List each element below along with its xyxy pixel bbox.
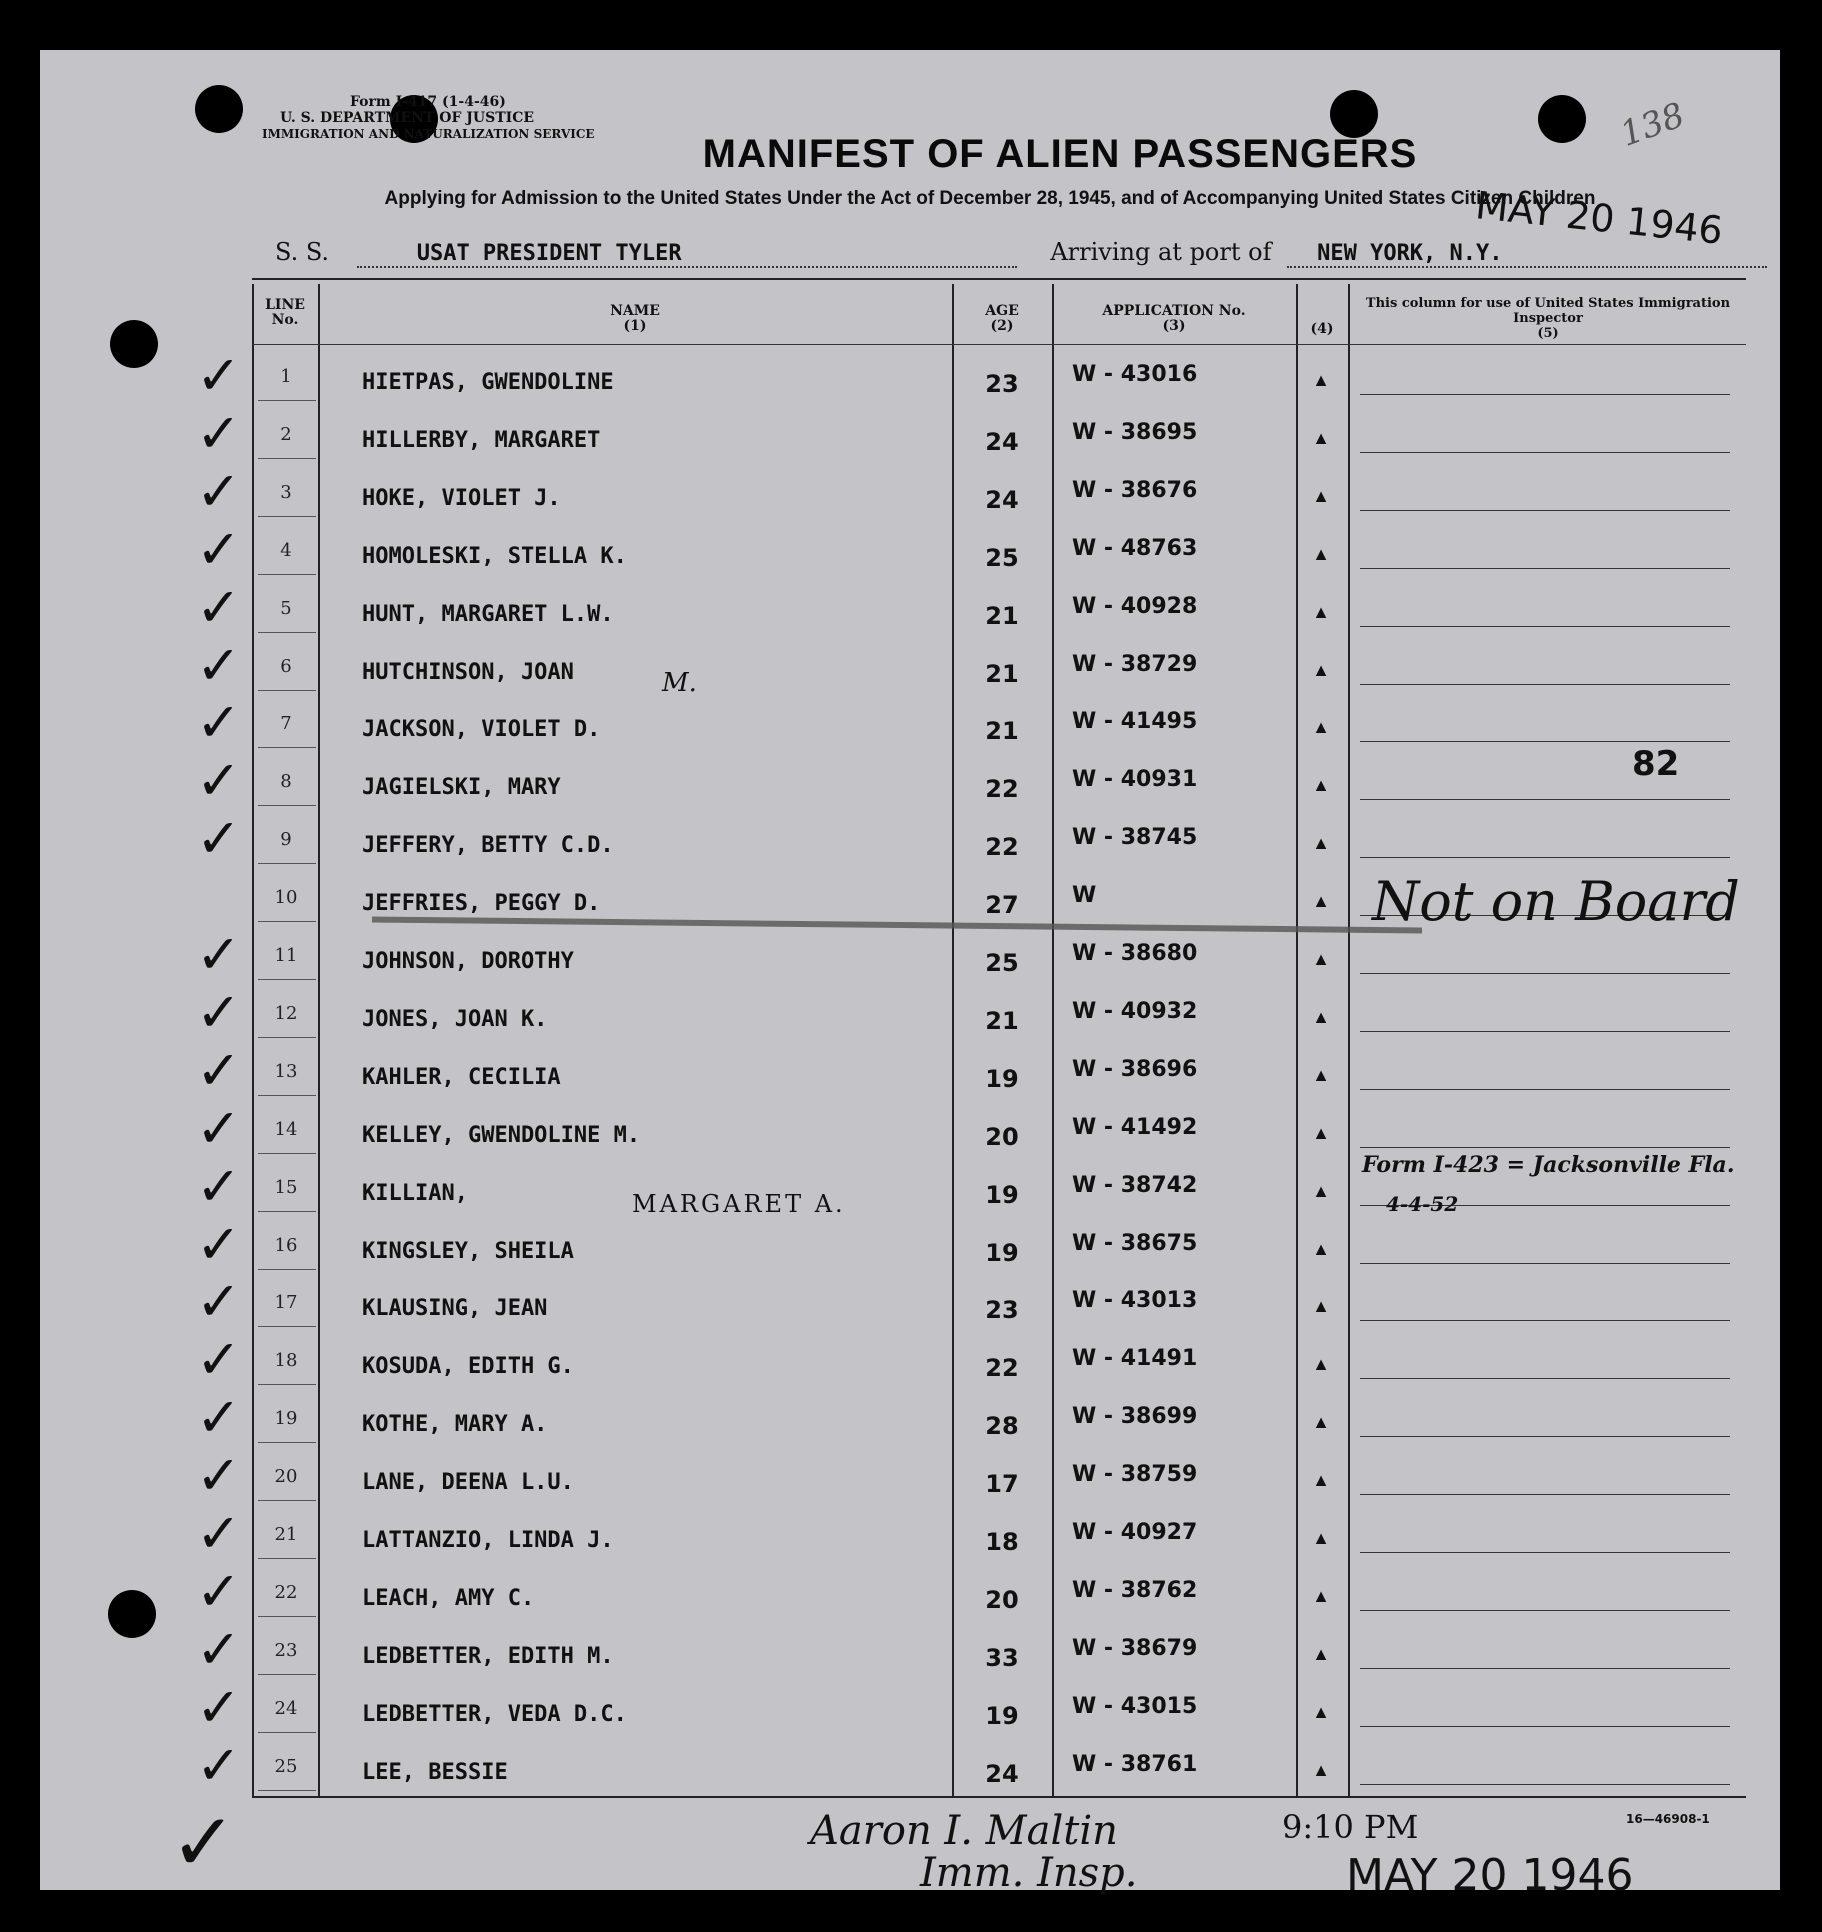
status-mark: ▲	[1312, 1238, 1330, 1259]
line-number: 23	[274, 1639, 298, 1661]
col-name-header: NAME (1)	[610, 303, 660, 334]
status-mark: ▲	[1312, 891, 1330, 912]
check-mark: ✓	[196, 1502, 242, 1565]
page-title: MANIFEST OF ALIEN PASSENGERS	[702, 132, 1418, 176]
line-number: 3	[280, 481, 292, 503]
table-row	[252, 412, 1746, 470]
inspector-line	[1360, 394, 1730, 395]
status-mark: ▲	[1312, 485, 1330, 506]
application-number: W - 43015	[1072, 1693, 1198, 1719]
application-number: W - 38675	[1072, 1230, 1198, 1256]
inspector-line	[1360, 1668, 1730, 1669]
passenger-age: 33	[985, 1643, 1019, 1672]
passenger-age: 17	[985, 1470, 1019, 1499]
application-number: W - 38676	[1072, 477, 1198, 503]
passenger-age: 25	[985, 543, 1019, 572]
check-mark: ✓	[196, 923, 242, 986]
port-name: NEW YORK, N.Y.	[1317, 241, 1503, 266]
application-number: W - 48763	[1072, 535, 1198, 561]
check-mark: ✓	[196, 1270, 242, 1334]
line-number: 1	[280, 366, 292, 387]
passenger-age: 19	[985, 1180, 1019, 1209]
passenger-age: 22	[985, 1354, 1019, 1383]
status-mark: ▲	[1312, 717, 1330, 738]
check-mark: ✓	[196, 1444, 242, 1508]
line-number: 9	[280, 829, 292, 851]
inspector-line	[1360, 1147, 1730, 1148]
inspector-line	[1360, 1031, 1730, 1032]
manifest-table	[252, 284, 1746, 1798]
line-number: 25	[274, 1755, 298, 1777]
line-number: 5	[280, 597, 292, 619]
table-row	[252, 1454, 1746, 1512]
check-mark: ✓	[196, 401, 242, 465]
ship-name: USAT PRESIDENT TYLER	[416, 241, 682, 266]
inspector-line	[1360, 1494, 1730, 1495]
line-number: 17	[274, 1292, 298, 1314]
inspector-line	[1360, 1436, 1730, 1437]
application-number: W - 38761	[1072, 1751, 1198, 1777]
application-number: W - 38762	[1072, 1577, 1198, 1603]
passenger-age: 20	[985, 1122, 1019, 1151]
passenger-name: JEFFERY, BETTY C.D.	[362, 833, 614, 859]
status-mark: ▲	[1312, 775, 1330, 796]
passenger-name: HILLERBY, MARGARET	[362, 427, 601, 453]
status-mark: ▲	[1312, 1643, 1330, 1664]
page-subtitle: Applying for Admission to the United States Under the Act of December 28, 1945, and of Accompanying United States Citizen Children	[384, 188, 1596, 209]
line-number: 22	[274, 1581, 298, 1603]
passenger-name: KELLEY, GWENDOLINE M.	[362, 1122, 641, 1148]
col-4-header: (4)	[1310, 321, 1334, 337]
passenger-age: 19	[985, 1064, 1019, 1093]
application-number: W - 38680	[1072, 941, 1198, 966]
punch-hole	[1330, 90, 1378, 138]
passenger-age: 24	[985, 427, 1019, 456]
bottom-date-stamp: MAY 20 1946	[1346, 1850, 1634, 1901]
passenger-name: KINGSLEY, SHEILA	[362, 1238, 574, 1264]
passenger-age: 18	[985, 1528, 1019, 1556]
inspector-line	[1360, 626, 1730, 627]
check-mark: ✓	[196, 1617, 242, 1681]
passenger-age: 27	[985, 891, 1019, 920]
passenger-name: JAGIELSKI, MARY	[362, 775, 561, 801]
status-mark: ▲	[1312, 1064, 1330, 1085]
application-number: W - 41495	[1072, 709, 1198, 735]
passenger-age: 19	[985, 1701, 1019, 1730]
passenger-age: 23	[985, 1296, 1019, 1325]
check-mark: ✓	[196, 1675, 242, 1739]
passenger-age: 28	[985, 1412, 1019, 1441]
check-mark: ✓	[196, 691, 242, 755]
status-mark: ▲	[1312, 1006, 1330, 1027]
col-app-header: APPLICATION No. (3)	[1102, 303, 1246, 334]
check-mark: ✓	[196, 1328, 242, 1392]
passenger-name: HIETPAS, GWENDOLINE	[362, 370, 614, 395]
status-mark: ▲	[1312, 1470, 1330, 1491]
line-number: 19	[274, 1408, 298, 1430]
line-number: 11	[274, 945, 298, 966]
status-mark: ▲	[1312, 1701, 1330, 1722]
status-mark: ▲	[1312, 1528, 1330, 1548]
application-number: W - 43013	[1072, 1288, 1198, 1314]
application-number: W - 41491	[1072, 1346, 1198, 1372]
passenger-name: KLAUSING, JEAN	[362, 1296, 548, 1322]
check-mark: ✓	[196, 1038, 242, 1102]
line-number: 8	[280, 771, 292, 793]
check-mark: ✓	[196, 344, 242, 407]
passenger-name: LEACH, AMY C.	[362, 1585, 535, 1611]
passenger-name: HOKE, VIOLET J.	[362, 485, 561, 511]
table-row	[252, 1570, 1746, 1628]
passenger-name: LANE, DEENA L.U.	[362, 1470, 574, 1496]
check-mark: ✓	[196, 1386, 242, 1450]
status-mark: ▲	[1312, 1585, 1330, 1606]
status-mark: ▲	[1312, 1412, 1330, 1433]
inspector-line	[1360, 857, 1730, 858]
department-name: U. S. DEPARTMENT OF JUSTICE	[280, 110, 535, 126]
inspector-line	[1360, 684, 1730, 685]
line-number: 24	[274, 1697, 298, 1719]
check-mark: ✓	[196, 1559, 242, 1623]
status-mark: ▲	[1312, 1354, 1330, 1375]
handwritten-initial: M.	[662, 668, 697, 698]
line-number: 15	[274, 1176, 298, 1198]
passenger-name: JACKSON, VIOLET D.	[362, 717, 601, 743]
table-row	[252, 470, 1746, 528]
passenger-age: 21	[985, 659, 1019, 688]
status-mark: ▲	[1312, 1759, 1330, 1780]
application-number: W - 40931	[1072, 767, 1198, 793]
table-row	[252, 644, 1746, 702]
application-number: W - 40932	[1072, 998, 1198, 1024]
table-row	[252, 933, 1746, 991]
check-mark: ✓	[196, 1154, 242, 1218]
passenger-name: KOSUDA, EDITH G.	[362, 1354, 574, 1380]
inspector-line	[1360, 1089, 1730, 1090]
check-mark: ✓	[170, 1796, 238, 1889]
table-row	[252, 817, 1746, 875]
line-number: 4	[280, 539, 292, 561]
ss-label: S. S.	[275, 238, 330, 266]
table-row	[252, 759, 1746, 817]
line-number: 2	[280, 423, 292, 445]
inspector-line	[1360, 1263, 1730, 1264]
line-number: 20	[274, 1466, 298, 1488]
passenger-age: 24	[985, 1759, 1019, 1788]
passenger-name: LEDBETTER, VEDA D.C.	[362, 1701, 627, 1727]
line-number: 7	[280, 713, 292, 735]
port-label: Arriving at port of	[1050, 238, 1272, 266]
line-number: 10	[274, 887, 298, 909]
status-mark: ▲	[1312, 1180, 1330, 1201]
application-number: W - 38729	[1072, 651, 1198, 677]
application-number: W - 43016	[1072, 362, 1198, 387]
line-number: 18	[274, 1350, 298, 1372]
application-number: W - 38759	[1072, 1462, 1198, 1488]
inspector-line	[1360, 1610, 1730, 1611]
inspector-line	[1360, 452, 1730, 453]
passenger-name: JEFFRIES, PEGGY D.	[362, 891, 601, 917]
table-row	[252, 354, 1746, 412]
check-mark: ✓	[196, 749, 242, 813]
table-row	[252, 1512, 1746, 1570]
passenger-name: LEE, BESSIE	[362, 1759, 508, 1785]
application-number: W - 40928	[1072, 593, 1198, 619]
service-name: IMMIGRATION AND NATURALIZATION SERVICE	[262, 127, 595, 141]
header-rule	[252, 278, 1746, 280]
check-mark: ✓	[196, 1733, 242, 1797]
not-on-board-note: Not on Board	[1372, 870, 1740, 933]
table-row	[252, 1049, 1746, 1107]
application-number: W - 40927	[1072, 1520, 1198, 1545]
table-row	[252, 528, 1746, 586]
status-mark: ▲	[1312, 370, 1330, 390]
line-number: 16	[274, 1234, 298, 1256]
table-row	[252, 586, 1746, 644]
row14-note: Form I-423 = Jacksonville Fla.	[1362, 1152, 1735, 1178]
passenger-age: 21	[985, 1006, 1019, 1035]
inspector-line	[1360, 1552, 1730, 1553]
passenger-age: 22	[985, 775, 1019, 804]
application-number: W - 38679	[1072, 1635, 1198, 1661]
status-mark: ▲	[1312, 427, 1330, 448]
inspector-line	[1360, 741, 1730, 742]
ship-line	[275, 238, 1767, 268]
inspector-line	[1360, 568, 1730, 569]
application-number: W - 38696	[1072, 1056, 1198, 1082]
passenger-name: KILLIAN,	[362, 1180, 468, 1206]
table-row	[252, 1223, 1746, 1281]
passenger-age: 20	[985, 1585, 1019, 1614]
status-mark: ▲	[1312, 833, 1330, 854]
status-mark: ▲	[1312, 543, 1330, 564]
passenger-name: JOHNSON, DOROTHY	[362, 949, 574, 974]
corner-mark: 138	[1615, 95, 1690, 155]
date-stamp: MAY 20 1946	[1473, 183, 1725, 253]
status-mark: ▲	[1312, 601, 1330, 622]
row15-note: 4-4-52	[1386, 1192, 1459, 1216]
inspector-line	[1360, 1378, 1730, 1379]
inspector-line	[1360, 510, 1730, 511]
application-number: W	[1072, 883, 1097, 909]
status-mark: ▲	[1312, 1296, 1330, 1317]
page-count: 82	[1632, 744, 1680, 784]
form-code: 16—46908-1	[1626, 1812, 1710, 1826]
inspector-signature: Aaron I. Maltin	[810, 1808, 1118, 1854]
application-number: W - 38745	[1072, 825, 1198, 851]
table-row	[252, 1628, 1746, 1686]
passenger-age: 19	[985, 1238, 1019, 1267]
passenger-name: KAHLER, CECILIA	[362, 1064, 561, 1090]
passenger-age: 21	[985, 601, 1019, 630]
passenger-name: LATTANZIO, LINDA J.	[362, 1528, 614, 1553]
handwritten-given-name: MARGARET A.	[632, 1190, 846, 1218]
passenger-age: 22	[985, 833, 1019, 862]
line-number: 14	[274, 1118, 298, 1140]
inspector-line	[1360, 1784, 1730, 1785]
inspector-line	[1360, 1726, 1730, 1727]
col-line-header: LINE No.	[265, 297, 305, 328]
punch-hole	[110, 320, 158, 368]
check-mark: ✓	[196, 633, 242, 697]
table-row	[252, 1338, 1746, 1396]
passenger-name: LEDBETTER, EDITH M.	[362, 1643, 614, 1669]
check-mark: ✓	[196, 575, 242, 639]
check-mark: ✓	[196, 459, 242, 523]
check-mark: ✓	[196, 1096, 242, 1160]
status-mark: ▲	[1312, 659, 1330, 680]
line-number: 13	[274, 1060, 298, 1082]
passenger-age: 24	[985, 485, 1019, 514]
line-number: 6	[280, 655, 292, 677]
status-mark: ▲	[1312, 949, 1330, 969]
passenger-name: HOMOLESKI, STELLA K.	[362, 543, 627, 569]
line-number: 12	[274, 1002, 298, 1024]
passenger-name: JONES, JOAN K.	[362, 1006, 548, 1032]
passenger-name: KOTHE, MARY A.	[362, 1412, 548, 1438]
inspector-line	[1360, 1320, 1730, 1321]
table-row	[252, 1686, 1746, 1744]
arrival-time: 9:10 PM	[1282, 1808, 1419, 1846]
application-number: W - 41492	[1072, 1114, 1198, 1140]
check-mark: ✓	[196, 1212, 242, 1276]
punch-hole	[195, 85, 243, 133]
passenger-age: 21	[985, 717, 1019, 746]
col-insp-header: This column for use of United States Immigration Inspector (5)	[1365, 296, 1731, 341]
table-row	[252, 701, 1746, 759]
table-row	[252, 991, 1746, 1049]
check-mark: ✓	[196, 517, 242, 581]
table-row	[252, 1744, 1746, 1802]
form-number: Form I-417 (1-4-46)	[350, 94, 506, 110]
check-mark: ✓	[196, 980, 242, 1044]
inspector-title: Imm. Insp.	[920, 1850, 1138, 1896]
application-number: W - 38699	[1072, 1404, 1198, 1430]
table-row	[252, 1280, 1746, 1338]
inspector-line	[1360, 973, 1730, 974]
passenger-name: HUTCHINSON, JOAN	[362, 659, 574, 685]
passenger-age: 23	[985, 370, 1019, 398]
check-mark: ✓	[196, 807, 242, 871]
punch-hole	[108, 1590, 156, 1638]
table-row	[252, 1396, 1746, 1454]
passenger-name: HUNT, MARGARET L.W.	[362, 601, 614, 627]
line-number: 21	[274, 1524, 298, 1545]
status-mark: ▲	[1312, 1122, 1330, 1143]
application-number: W - 38742	[1072, 1172, 1198, 1198]
inspector-line	[1360, 799, 1730, 800]
application-number: W - 38695	[1072, 419, 1198, 445]
col-age-header: AGE (2)	[985, 303, 1019, 334]
passenger-age: 25	[985, 949, 1019, 977]
